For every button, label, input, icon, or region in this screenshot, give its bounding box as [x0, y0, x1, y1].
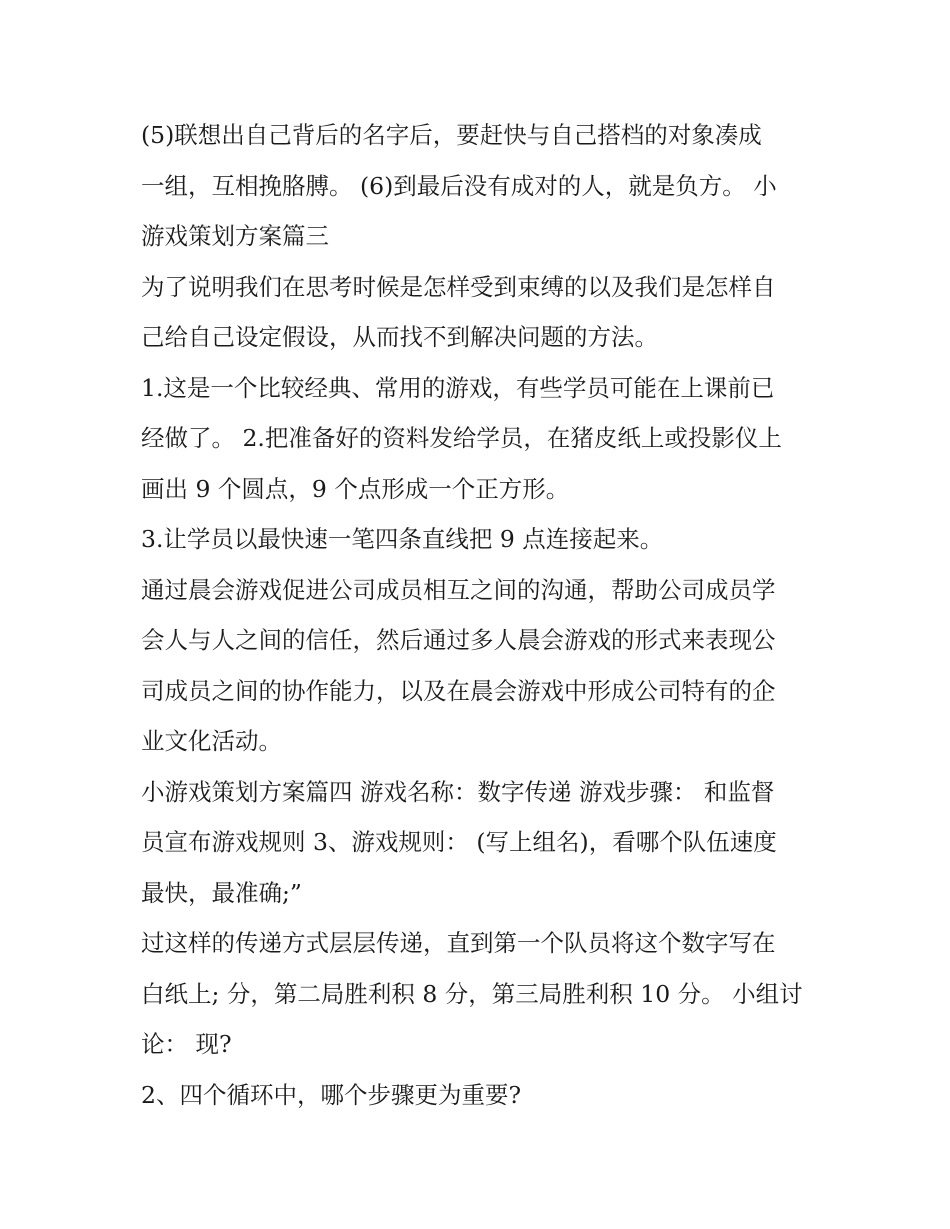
text-line-11: 会人与人之间的信任，然后通过多人晨会游戏的形式来表现公	[141, 626, 776, 654]
text-line-16: 最快，最准确;”	[141, 878, 302, 907]
text-line-9: 3.让学员以最快速一笔四条直线把 9 点连接起来。	[141, 525, 664, 553]
text-line-19: 论： 现?	[141, 1030, 232, 1058]
document-body	[141, 110, 821, 1120]
text-line-15: 员宣布游戏规则 3、游戏规则： (写上组名)，看哪个队伍速度	[141, 828, 777, 856]
text-line-10: 通过晨会游戏促进公司成员相互之间的沟通，帮助公司成员学	[141, 575, 776, 604]
text-line-14: 小游戏策划方案篇四 游戏名称：数字传递 游戏步骤： 和监督	[141, 777, 775, 806]
text-line-5: 己给自己设定假设，从而找不到解决问题的方法。	[141, 323, 658, 351]
text-line-1: (5)联想出自己背后的名字后，要赶快与自己搭档的对象凑成	[141, 121, 762, 149]
text-line-8: 画出 9 个圆点，9 个点形成一个正方形。	[141, 474, 570, 503]
text-line-6: 1.这是一个比较经典、常用的游戏，有些学员可能在上课前已	[141, 373, 775, 402]
text-line-2: 一组，互相挽胳膊。 (6)到最后没有成对的人，就是负方。 小	[141, 171, 777, 200]
text-line-3: 游戏策划方案篇三	[141, 222, 329, 250]
text-line-17: 过这样的传递方式层层传递，直到第一个队员将这个数字写在	[141, 929, 776, 957]
text-line-13: 业文化活动。	[141, 727, 282, 755]
text-line-12: 司成员之间的协作能力，以及在晨会游戏中形成公司特有的企	[141, 676, 776, 705]
text-line-7: 经做了。 2.把准备好的资料发给学员，在猪皮纸上或投影仪上	[141, 424, 782, 452]
text-line-18: 白纸上; 分，第二局胜利积 8 分，第三局胜利积 10 分。 小组讨	[141, 979, 803, 1008]
text-line-20: 2、四个循环中，哪个步骤更为重要?	[141, 1080, 522, 1109]
text-line-4: 为了说明我们在思考时候是怎样受到束缚的以及我们是怎样自	[141, 272, 776, 301]
